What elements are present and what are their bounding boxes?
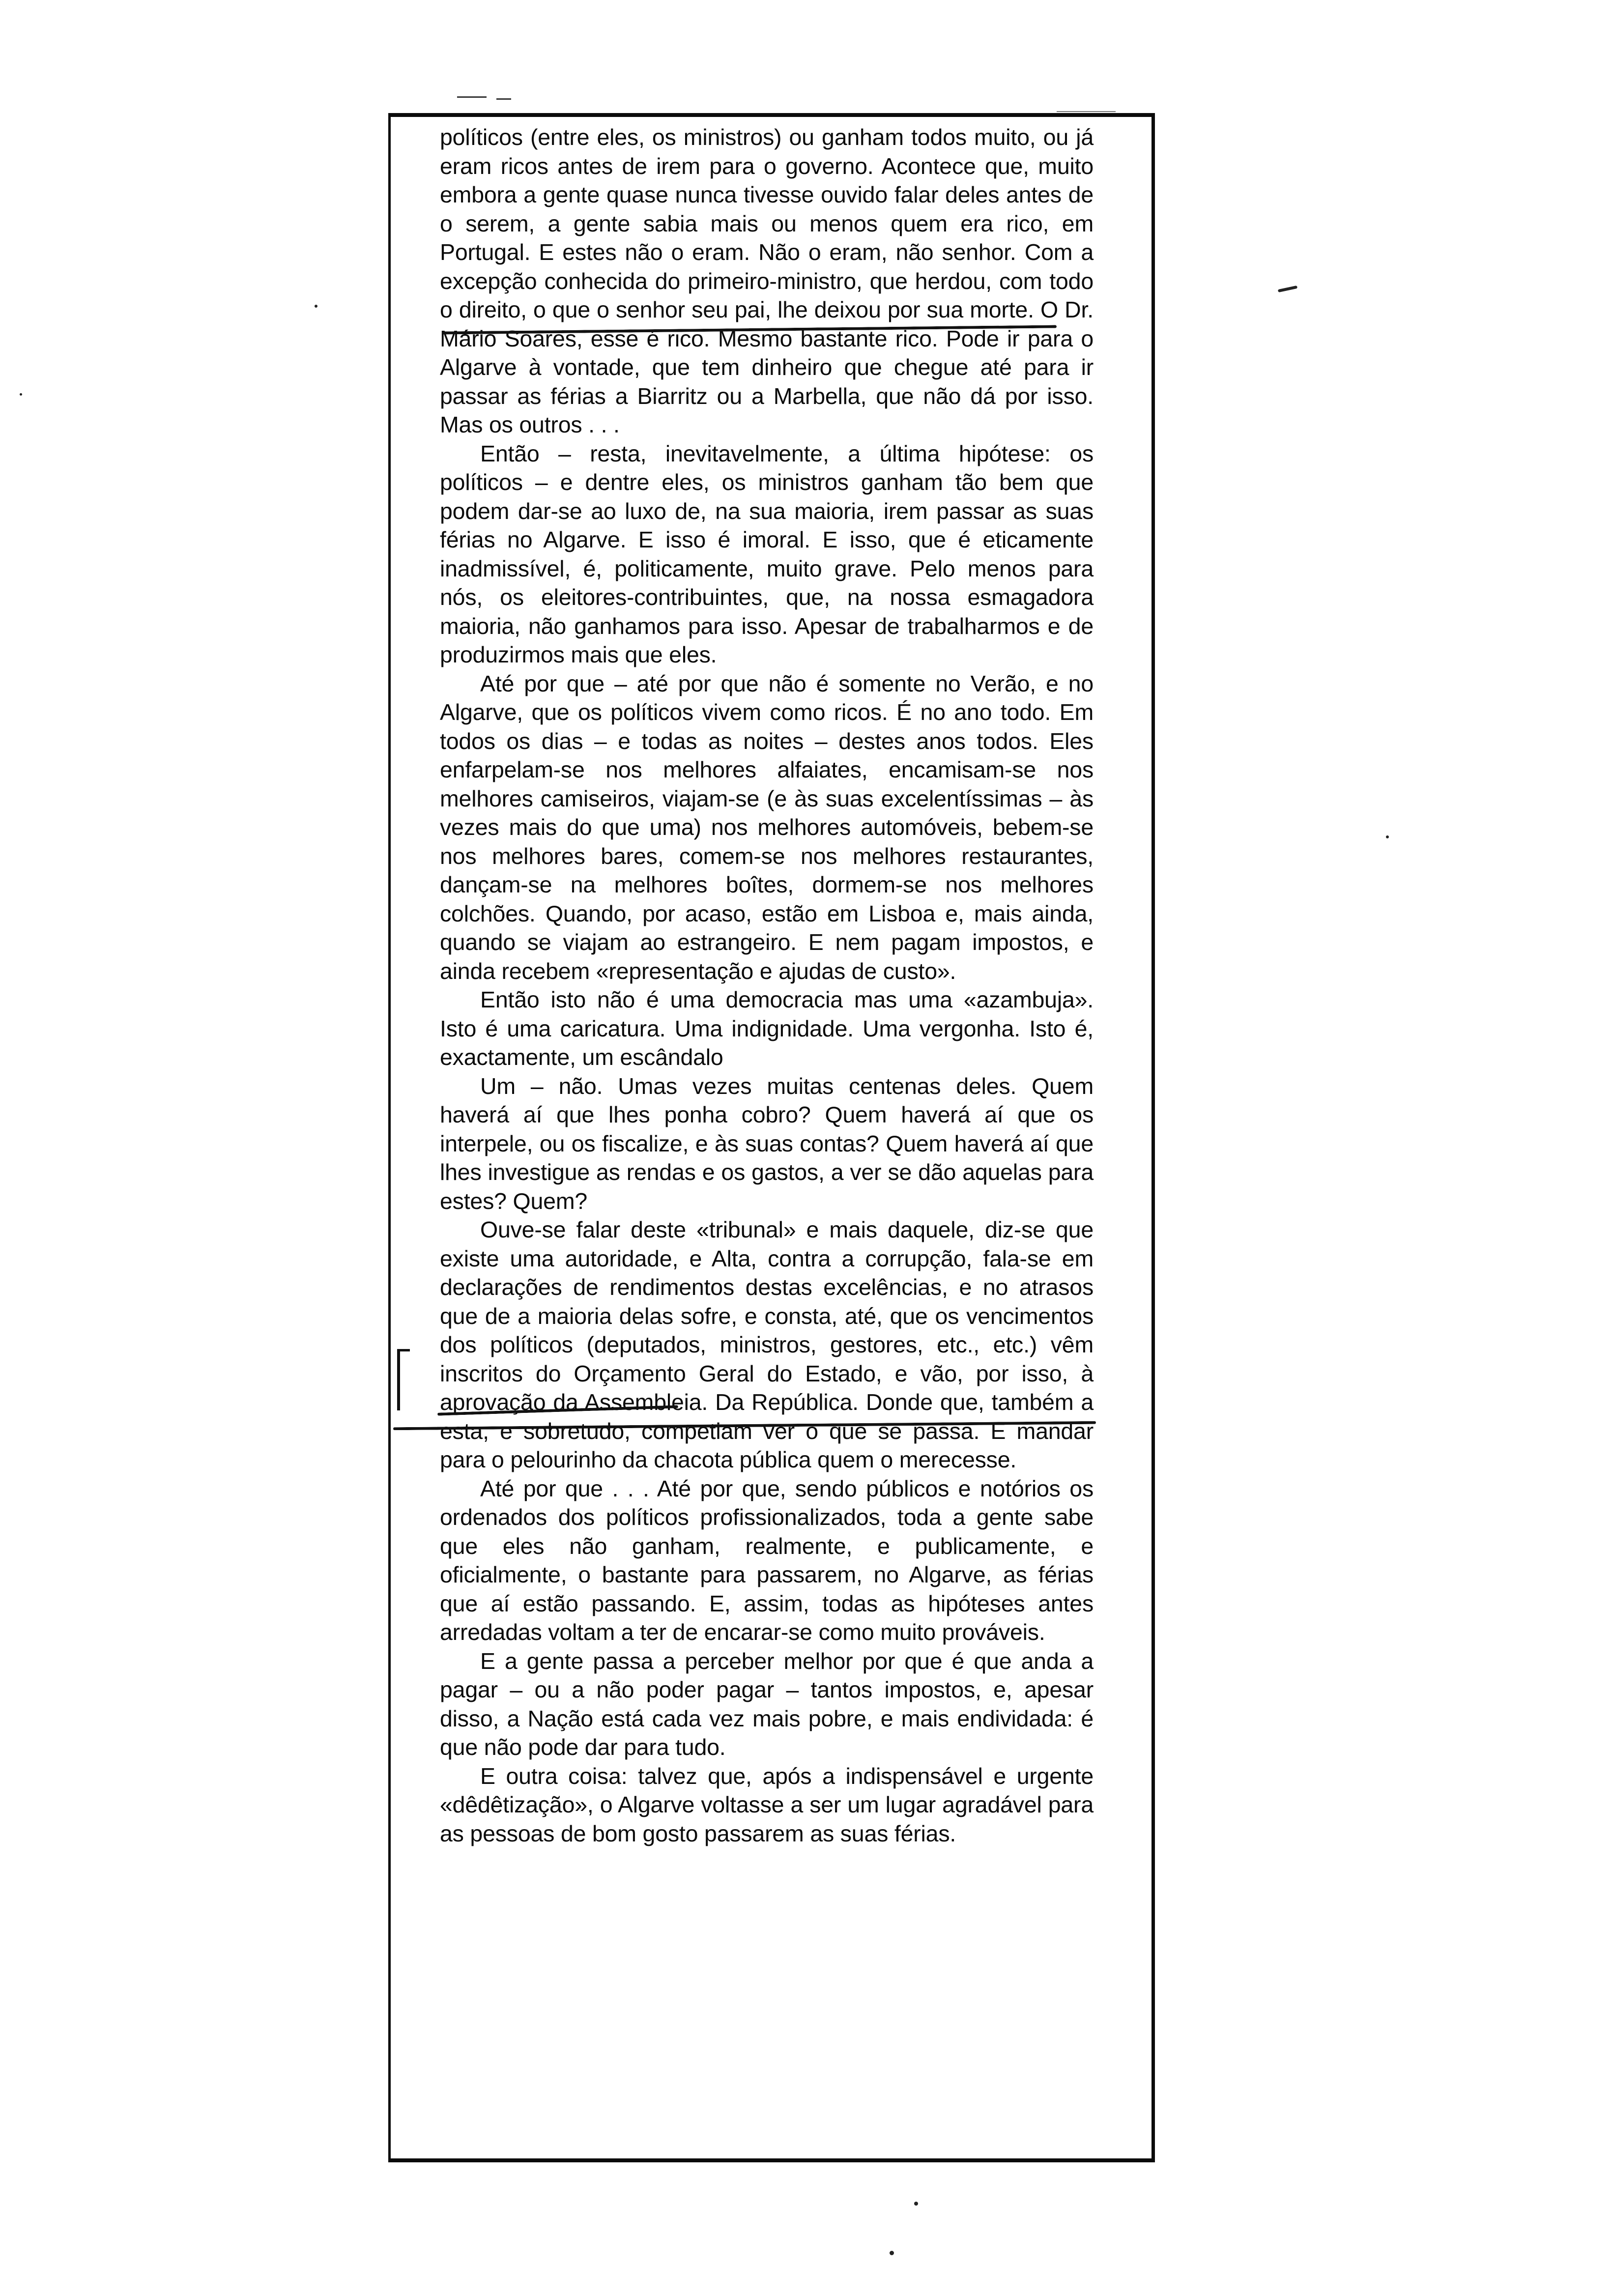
article-paragraph: políticos (entre eles, os ministros) ou ganham todos muito, ou já eram ricos antes de irem para o governo. Acontece que, muito embora a gente quase nunca tivesse ouvido falar deles antes de o serem, a gente sabia mais ou menos quem era rico, em Portugal. E estes não o eram. Não o eram, não senhor. Com a excepção conhecida do primeiro-ministro, que herdou, com todo o direito, o que o senhor seu pai, lhe deixou por sua morte. O Dr. Mário Soares, esse é rico. Mesmo bastante rico. Pode ir para o Algarve à vontade, que tem dinheiro que chegue até para ir passar as férias a Biarritz ou a Marbella, que não dá por isso. Mas os outros . . . [440, 124, 1094, 437]
article-column [440, 123, 1094, 1848]
newspaper-clipping [388, 113, 1155, 2162]
scan-speck [1278, 286, 1297, 292]
scan-speck [914, 2202, 918, 2206]
article-paragraph: Ouve-se falar deste «tribunal» e mais daquele, diz-se que existe uma autoridade, e Alta, contra a corrupção, fala-se em declarações de rendimentos destas excelências, e no atrasos que de a maioria delas sofre, e consta, até, que os vencimentos dos políticos (deputados, ministros, gestores, etc., etc.) vêm inscritos do Orçamento Geral do Estado, e vão, por isso, à aprovação da Assembleia. Da República. Donde que, também a esta, e sobretudo, competiam ver o que se passa. E mandar para o pelourinho da chacota pública quem o merecesse. [440, 1217, 1094, 1472]
scan-top-mark [457, 96, 487, 98]
article-paragraph: E outra coisa: talvez que, após a indispensável e urgente «dêdêtização», o Algarve voltasse a ser um lugar agradável para as pessoas de bom gosto passarem as suas férias. [440, 1763, 1094, 1846]
scan-speck [890, 2251, 894, 2255]
scan-top-mark [1057, 111, 1116, 112]
article-paragraph: Até por que – até por que não é somente no Verão, e no Algarve, que os políticos vivem como ricos. É no ano todo. Em todos os dias – e todas as noites – destes anos todos. Eles enfarpelam-se nos melhores alfaiates, encamisam-se nos melhores camiseiros, viajam-se (e às suas excelentíssimas – às vezes mais do que uma) nos melhores automóveis, bebem-se nos melhores bares, comem-se nos melhores restaurantes, dançam-se na melhores boîtes, dormem-se nos melhores colchões. Quando, por acaso, estão em Lisboa e, mais ainda, quando se viajam ao estrangeiro. E nem pagam impostos, e ainda recebem «representação e ajudas de custo». [440, 670, 1094, 984]
scan-speck [20, 393, 22, 396]
article-paragraph: Então isto não é uma democracia mas uma «azambuja». Isto é uma caricatura. Uma indignidade. Uma vergonha. Isto é, exactamente, um escândalo [440, 987, 1094, 1070]
scan-top-mark [496, 98, 511, 100]
article-paragraph: Então – resta, inevitavelmente, a última hipótese: os políticos – e dentre eles, os ministros ganham tão bem que podem dar-se ao luxo de, na sua maioria, irem passar as suas férias no Algarve. E isso é imoral. E isso, que é eticamente inadmissível, é, politicamente, muito grave. Pelo menos para nós, os eleitores-contribuintes, que, na nossa esmagadora maioria, não ganhamos para isso. Apesar de trabalharmos e de produzirmos mais que eles. [440, 440, 1094, 667]
article-paragraph: E a gente passa a perceber melhor por que é que anda a pagar – ou a não poder pagar – tantos impostos, e, apesar disso, a Nação está cada vez mais pobre, e mais endividada: é que não pode dar para tudo. [440, 1648, 1094, 1760]
scan-speck [315, 305, 317, 308]
margin-bracket-mark [397, 1349, 410, 1410]
article-paragraph: Até por que . . . Até por que, sendo públicos e notórios os ordenados dos políticos profissionalizados, toda a gente sabe que eles não ganham, realmente, e publicamente, e oficialmente, o bastante para passarem, no Algarve, as férias que aí estão passando. E, assim, todas as hipóteses antes arredadas voltam a ter de encarar-se como muito prováveis. [440, 1475, 1094, 1645]
scan-speck [1386, 835, 1389, 838]
article-paragraph: Um – não. Umas vezes muitas centenas deles. Quem haverá aí que lhes ponha cobro? Quem haverá aí que os interpele, ou os fiscalize, e às suas contas? Quem haverá aí que lhes investigue as rendas e os gastos, a ver se dão aquelas para estes? Quem? [440, 1073, 1094, 1214]
